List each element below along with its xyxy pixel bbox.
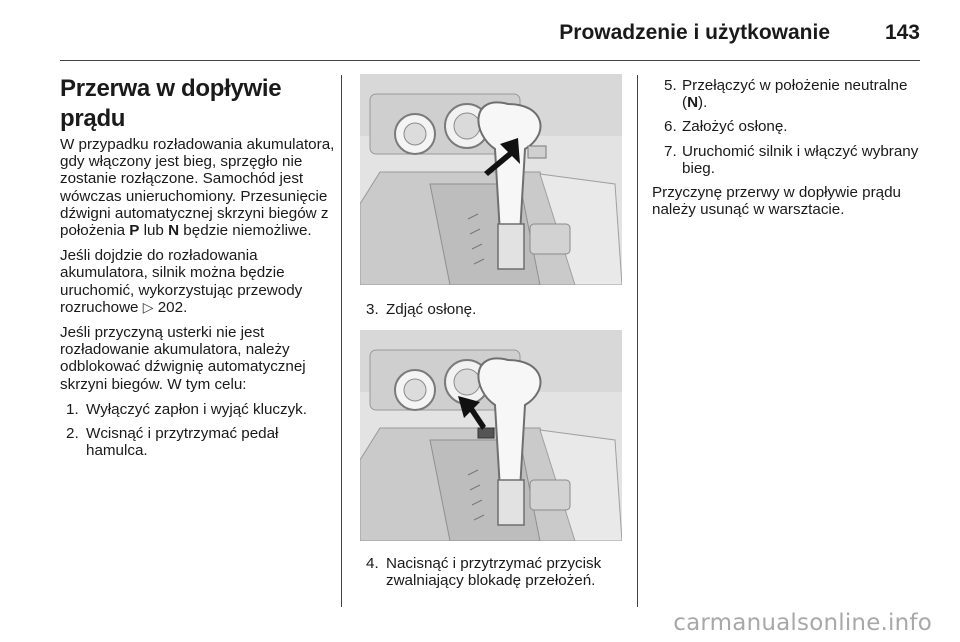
step-number: 7. xyxy=(664,142,677,160)
figure-caption-3 xyxy=(360,301,622,318)
section-title: Przerwa w dopływie prądu xyxy=(60,75,282,132)
step-number: 1. xyxy=(66,400,79,418)
step-text: Przełączyć w położenie neutralne ( xyxy=(682,77,908,112)
gear-console-illustration-1 xyxy=(360,74,622,285)
steps-list-1 xyxy=(60,401,336,460)
paragraph-closing: Przyczynę przerwy w dopływie prądu należy usunąć w warsztacie. xyxy=(652,184,901,219)
para1-text-start: W przypadku rozładowania akumulatora, gdy włączony jest bieg, sprzęgło nie zostanie rozłączone. Samochód jest wówczas unieruchomiony. Przesunięcie dźwigni automatycznej skrzyni biegów z położenia xyxy=(60,136,335,240)
page-reference-link[interactable]: 202. xyxy=(153,298,188,316)
paragraph-unlock-lever: Jeśli przyczyną usterki nie jest rozładowanie akumulatora, należy odblokować dźwignię automatycznej skrzyni biegów. W tym celu: xyxy=(60,324,306,393)
step-text: Uruchomić silnik i włączyć wybrany bieg. xyxy=(682,142,919,177)
column-divider-1 xyxy=(341,75,342,607)
step-text: Nacisnąć i przytrzymać przycisk zwalniający blokadę przełożeń. xyxy=(386,555,602,590)
paragraph-jump-start xyxy=(60,247,336,316)
para2-text: Jeśli dojdzie do rozładowania akumulatora, silnik można będzie uruchomić, wykorzystując przewody rozruchowe xyxy=(60,247,303,316)
para1-text-end: będzie niemożliwe. xyxy=(179,222,312,240)
list-item xyxy=(654,143,922,177)
gear-n-label: N xyxy=(168,222,180,240)
para1-text-mid: lub xyxy=(139,222,169,240)
header-divider xyxy=(60,60,920,61)
list-item xyxy=(60,401,336,418)
step-text: Wcisnąć i przytrzymać pedał hamulca. xyxy=(86,425,279,460)
step-number: 3. xyxy=(366,301,379,318)
column-divider-2 xyxy=(637,75,638,607)
gear-n-label: N xyxy=(687,94,699,112)
step-text: Zdjąć osłonę. xyxy=(386,301,477,318)
figure-press-release-button xyxy=(360,330,622,541)
step-number: 4. xyxy=(366,555,379,573)
column-1 xyxy=(60,74,336,466)
steps-list-3 xyxy=(654,77,922,177)
step-text: Założyć osłonę. xyxy=(682,118,788,136)
gear-console-illustration-2 xyxy=(360,330,622,541)
page-header xyxy=(60,16,920,56)
chapter-title: Prowadzenie i użytkowanie xyxy=(559,21,830,44)
step-number: 2. xyxy=(66,425,79,443)
list-item xyxy=(60,425,336,459)
column-3 xyxy=(654,77,922,226)
list-item xyxy=(654,77,922,111)
paragraph-battery-discharge xyxy=(60,136,336,239)
watermark: carmanualsonline.info xyxy=(673,610,932,636)
page-number: 143 xyxy=(884,21,920,44)
page-reference-icon: ▷ xyxy=(142,298,154,315)
step-text-end: ). xyxy=(698,94,708,112)
gear-p-label: P xyxy=(129,222,140,240)
column-2 xyxy=(360,74,622,590)
step-text: Wyłączyć zapłon i wyjąć kluczyk. xyxy=(86,400,307,418)
step-number: 6. xyxy=(664,118,677,136)
figure-caption-4 xyxy=(360,555,622,589)
figure-remove-cover xyxy=(360,74,622,285)
list-item xyxy=(654,118,922,135)
step-number: 5. xyxy=(664,77,677,94)
